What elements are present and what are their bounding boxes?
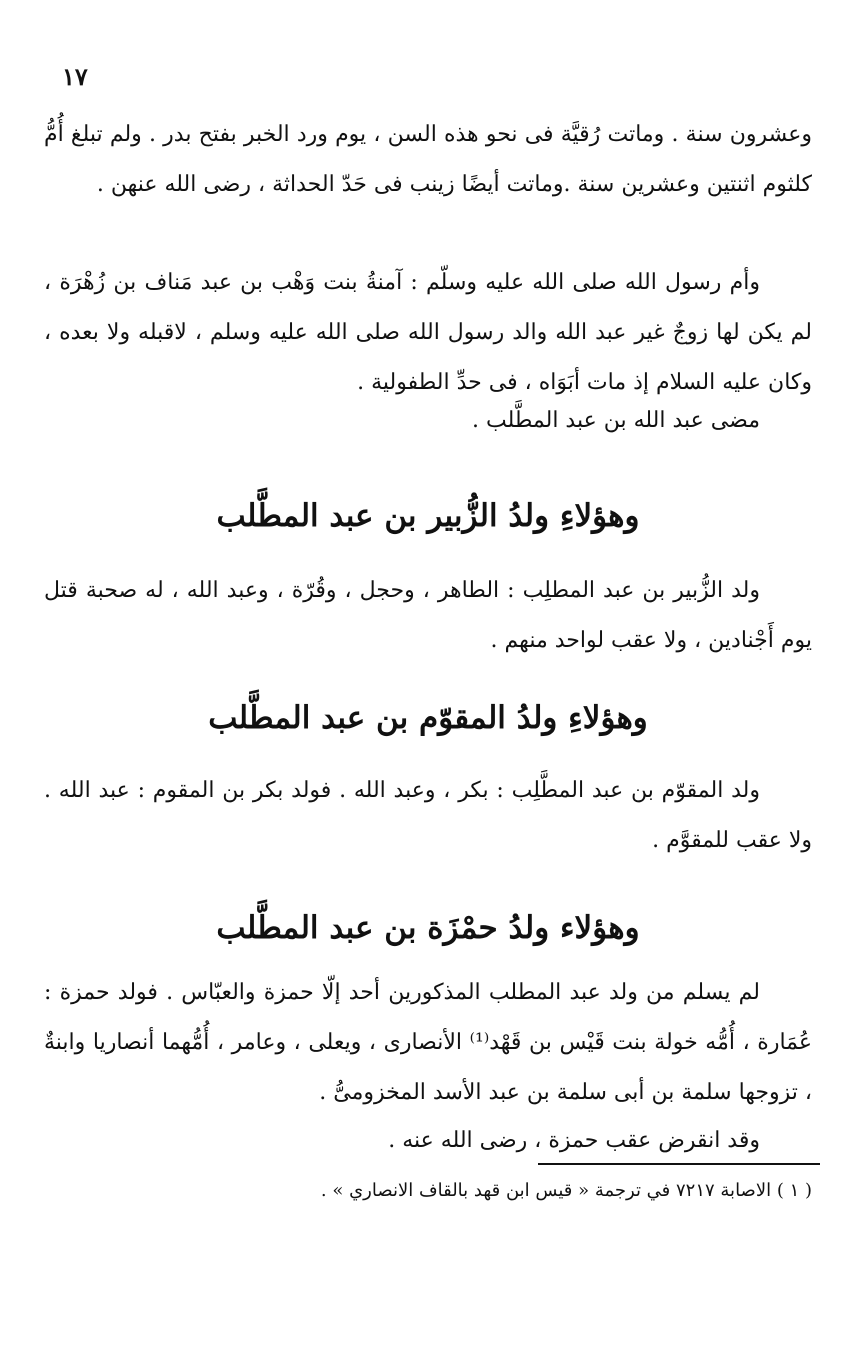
paragraph-prophet-mother: وأم رسول الله صلى الله عليه وسلّم : آمنةُ بنت وَهْب بن عبد مَناف بن زُهْرَة ، لم يكن لها زوجٌ غير عبد الله والد رسول الله صلى الله عليه وسلم ، لاقبله ولا بعده ، وكان عليه السلام إذ مات أبَوَاه ، فى حدِّ الطفولية . — [44, 270, 812, 395]
heading-muqawwam-children: وهؤلاءِ ولدُ المقوّم بن عبد المطَّلب — [208, 700, 648, 736]
paragraph-hamza-lineage-ended: وقد انقرض عقب حمزة ، رضى الله عنه . — [388, 1128, 760, 1153]
paragraph-hamza-children: لم يسلم من ولد عبد المطلب المذكورين أحد إلّا حمزة والعبّاس . فولد حمزة : عُمَارة ، أُمُّه خولة بنت قَيْس بن قَهْد⁽¹⁾ الأنصارى ، ويعلى ، وعامر ، أُمُّهما أنصاريا وابنةٌ ، تزوجها سلمة بن أبى سلمة بن عبد الأسد المخزومىُّ . — [44, 980, 812, 1105]
paragraph-abdullah-passed: مضى عبد الله بن عبد المطَّلب . — [471, 408, 760, 433]
paragraph-zubair-children: ولد الزُّبير بن عبد المطلِب : الطاهر ، وحجل ، وقُرّة ، وعبد الله ، له صحبة قتل يوم أَجْنادين ، ولا عقب لواحد منهم . — [44, 578, 812, 653]
paragraph-muqawwam-children: ولد المقوّم بن عبد المطَّلِب : بكر ، وعبد الله . فولد بكر بن المقوم : عبد الله . ولا عقب للمقوَّم . — [44, 778, 812, 853]
heading-hamza-children: وهؤلاء ولدُ حمْزَة بن عبد المطَّلب — [216, 910, 640, 946]
heading-zubair-children: وهؤلاءِ ولدُ الزُّبير بن عبد المطَّلب — [216, 498, 640, 534]
page-number: ١٧ — [62, 62, 88, 91]
footnote: ( ١ ) الاصابة ٧٢١٧ في ترجمة « قيس ابن قهد بالقاف الانصاري » . — [320, 1180, 812, 1201]
paragraph-daughters-death: وعشرون سنة . وماتت رُقيَّة فى نحو هذه السن ، يوم ورد الخبر بفتح بدر . ولم تبلغ أُمُّ كلثوم اثنتين وعشرين سنة .وماتت أيضًا زينب فى حَدّ الحداثة ، رضى الله عنهن . — [44, 122, 812, 197]
footnote-divider — [538, 1163, 820, 1165]
